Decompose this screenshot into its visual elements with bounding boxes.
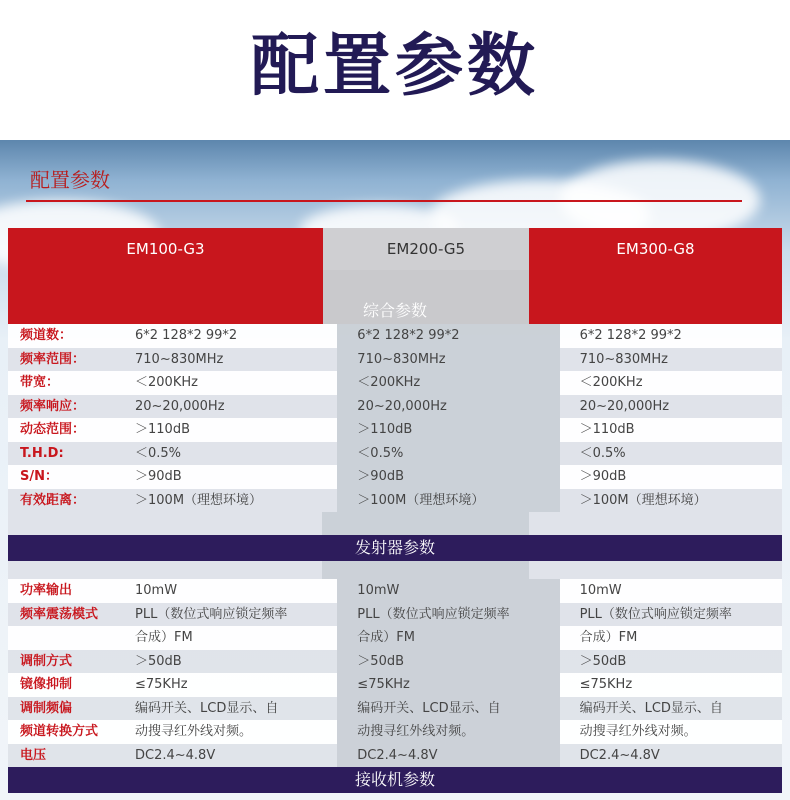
row-label: 频率范围：: [8, 348, 115, 372]
row-label: 调制频偏: [8, 697, 115, 721]
section-title-receiver: 接收机参数: [354, 770, 435, 789]
table-row: [8, 673, 782, 697]
table-row: [8, 626, 782, 650]
row-label: 频率响应：: [8, 395, 115, 419]
value-em100: ≤75KHz: [115, 673, 337, 697]
value-em300: DC2.4~4.8V: [560, 744, 782, 768]
row-label: 有效距离：: [8, 489, 115, 513]
value-em300: ≤75KHz: [560, 673, 782, 697]
table-row: [8, 395, 782, 419]
value-em300: ＜0.5%: [560, 442, 782, 466]
model-header-em200: EM200-G5: [323, 228, 529, 270]
transmitter-rows: [8, 579, 782, 767]
value-em100: ＞50dB: [115, 650, 337, 674]
title-divider: [26, 200, 742, 202]
table-row: [8, 697, 782, 721]
value-em100: 合成）FM: [115, 626, 337, 650]
row-label: S/N：: [8, 465, 115, 489]
table-row: [8, 348, 782, 372]
value-em100: DC2.4~4.8V: [115, 744, 337, 768]
table-row: [8, 579, 782, 603]
row-label: 镜像抑制: [8, 673, 115, 697]
section-header-receiver: [8, 767, 782, 793]
page-title: 配置参数: [250, 27, 539, 106]
panel-title: 配置参数: [30, 168, 110, 192]
table-row: [8, 442, 782, 466]
value-em100: PLL（数位式响应锁定频率: [115, 603, 337, 627]
value-em300: ＜200KHz: [560, 371, 782, 395]
value-em200: ＞90dB: [337, 465, 559, 489]
row-label: 带宽：: [8, 371, 115, 395]
table-spacer-row: [8, 561, 782, 579]
spec-table: [8, 228, 782, 793]
value-em100: ＞100M（理想环境）: [115, 489, 337, 513]
general-rows: [8, 324, 782, 512]
row-label: [8, 626, 115, 650]
value-em300: 合成）FM: [560, 626, 782, 650]
value-em200: DC2.4~4.8V: [337, 744, 559, 768]
section-header-general: [8, 298, 782, 324]
row-label: 频道数：: [8, 324, 115, 348]
table-row: [8, 603, 782, 627]
table-row: [8, 744, 782, 768]
model-header-em300: EM300-G8: [529, 228, 782, 270]
value-em300: ＞90dB: [560, 465, 782, 489]
value-em200: ＞110dB: [337, 418, 559, 442]
value-em100: 动搜寻红外线对频。: [115, 720, 337, 744]
value-em200: PLL（数位式响应锁定频率: [337, 603, 559, 627]
value-em300: ＞50dB: [560, 650, 782, 674]
value-em200: 动搜寻红外线对频。: [337, 720, 559, 744]
row-label: 电压: [8, 744, 115, 768]
section-title-general: 综合参数: [362, 301, 427, 320]
value-em300: 710~830MHz: [560, 348, 782, 372]
value-em100: 20~20,000Hz: [115, 395, 337, 419]
row-label: T.H.D:: [8, 442, 115, 466]
value-em300: ＞100M（理想环境）: [560, 489, 782, 513]
table-row: [8, 650, 782, 674]
value-em200: ＞100M（理想环境）: [337, 489, 559, 513]
value-em100: ＞90dB: [115, 465, 337, 489]
value-em300: 编码开关、LCD显示、自: [560, 697, 782, 721]
value-em300: 6*2 128*2 99*2: [560, 324, 782, 348]
model-header-em100: EM100-G3: [8, 228, 323, 270]
value-em100: ＞110dB: [115, 418, 337, 442]
table-row: [8, 418, 782, 442]
row-label: 调制方式: [8, 650, 115, 674]
table-row: [8, 720, 782, 744]
value-em200: ＜0.5%: [337, 442, 559, 466]
value-em100: 710~830MHz: [115, 348, 337, 372]
value-em100: ＜0.5%: [115, 442, 337, 466]
value-em200: 合成）FM: [337, 626, 559, 650]
value-em300: 20~20,000Hz: [560, 395, 782, 419]
value-em100: 编码开关、LCD显示、自: [115, 697, 337, 721]
table-row: [8, 465, 782, 489]
value-em200: 20~20,000Hz: [337, 395, 559, 419]
table-row: [8, 489, 782, 513]
model-header-row: [8, 228, 782, 270]
header-band: [8, 270, 782, 298]
value-em300: 动搜寻红外线对频。: [560, 720, 782, 744]
value-em200: 10mW: [337, 579, 559, 603]
table-spacer-row: [8, 512, 782, 535]
value-em300: PLL（数位式响应锁定频率: [560, 603, 782, 627]
section-title-transmitter: 发射器参数: [354, 538, 435, 557]
hero-banner: [0, 0, 790, 140]
value-em200: ≤75KHz: [337, 673, 559, 697]
value-em200: ＞50dB: [337, 650, 559, 674]
table-row: [8, 371, 782, 395]
section-header-transmitter: [8, 535, 782, 561]
value-em200: 6*2 128*2 99*2: [337, 324, 559, 348]
row-label: 频道转换方式: [8, 720, 115, 744]
row-label: 频率震荡模式: [8, 603, 115, 627]
value-em300: ＞110dB: [560, 418, 782, 442]
value-em200: 编码开关、LCD显示、自: [337, 697, 559, 721]
value-em300: 10mW: [560, 579, 782, 603]
value-em200: ＜200KHz: [337, 371, 559, 395]
value-em100: 10mW: [115, 579, 337, 603]
value-em100: 6*2 128*2 99*2: [115, 324, 337, 348]
row-label: 功率输出: [8, 579, 115, 603]
table-row: [8, 324, 782, 348]
value-em200: 710~830MHz: [337, 348, 559, 372]
row-label: 动态范围：: [8, 418, 115, 442]
spec-panel: [0, 140, 790, 800]
value-em100: ＜200KHz: [115, 371, 337, 395]
